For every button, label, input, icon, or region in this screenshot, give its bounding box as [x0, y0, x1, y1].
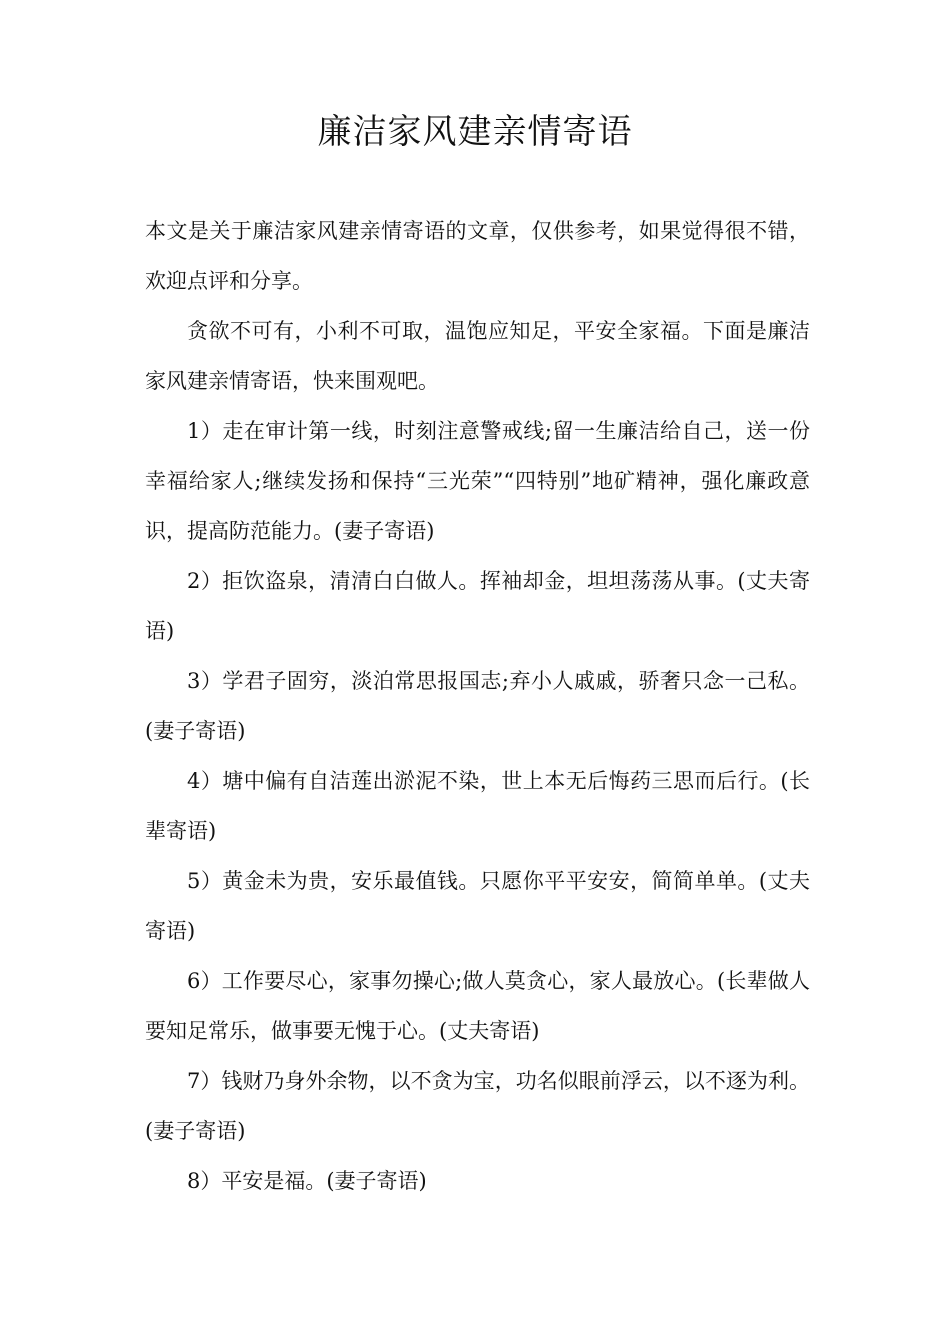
- item-paragraph-5: 5）黄金未为贵，安乐最值钱。只愿你平平安安，简简单单。(丈夫寄语): [145, 869, 810, 943]
- document-body: [145, 206, 810, 1206]
- item-paragraph-1: 1）走在审计第一线，时刻注意警戒线;留一生廉洁给自己，送一份幸福给家人;继续发扬和保持“三光荣”“四特别”地矿精神，强化廉政意识，提高防范能力。(妻子寄语): [145, 419, 810, 543]
- lead-paragraph: 贪欲不可有，小利不可取，温饱应知足，平安全家福。下面是廉洁家风建亲情寄语，快来围观吧。: [145, 319, 810, 393]
- item-paragraph-7: 7）钱财乃身外余物，以不贪为宝，功名似眼前浮云，以不逐为利。(妻子寄语): [145, 1069, 810, 1143]
- item-paragraph-8: 8）平安是福。(妻子寄语): [187, 1169, 427, 1193]
- document-title: 廉洁家风建亲情寄语: [317, 112, 633, 152]
- item-paragraph-2: 2）拒饮盗泉，清清白白做人。挥袖却金，坦坦荡荡从事。(丈夫寄语): [145, 569, 810, 643]
- item-paragraph-3: 3）学君子固穷，淡泊常思报国志;弃小人戚戚，骄奢只念一己私。(妻子寄语): [145, 669, 810, 743]
- intro-paragraph: 本文是关于廉洁家风建亲情寄语的文章，仅供参考，如果觉得很不错，欢迎点评和分享。: [145, 219, 810, 293]
- item-paragraph-6: 6）工作要尽心，家事勿操心;做人莫贪心，家人最放心。(长辈做人要知足常乐，做事要无愧于心。(丈夫寄语): [145, 969, 810, 1043]
- item-paragraph-4: 4）塘中偏有自洁莲出淤泥不染，世上本无后悔药三思而后行。(长辈寄语): [145, 769, 810, 843]
